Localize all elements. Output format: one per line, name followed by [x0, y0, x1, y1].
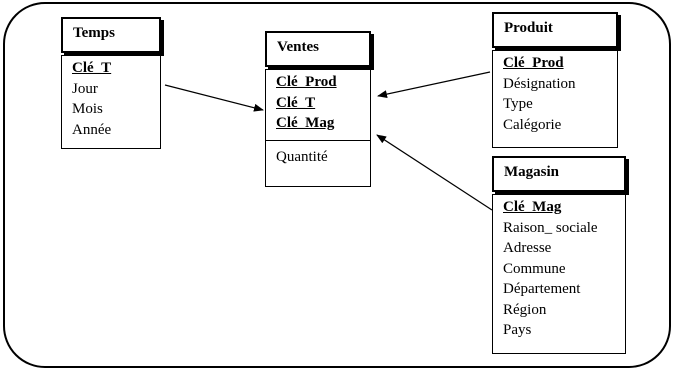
temps-attr: Mois: [72, 101, 103, 117]
ventes-key: Clé_T: [276, 94, 316, 111]
entity-produit-title: Produit: [492, 12, 618, 48]
magasin-attr: Département: [503, 281, 581, 297]
produit-attr: Type: [503, 96, 533, 112]
produit-attr: Calégorie: [503, 116, 562, 133]
magasin-attr: Adresse: [503, 240, 552, 256]
temps-attr: Jour: [72, 80, 98, 97]
relation-temps-ventes: [165, 85, 263, 110]
produit-key: Clé_Prod: [503, 55, 564, 71]
magasin-attr: Commune: [503, 260, 566, 277]
magasin-attr: Raison_ sociale: [503, 219, 598, 236]
produit-attr: Désignation: [503, 75, 576, 92]
relation-produit-ventes: [378, 72, 490, 96]
temps-key: Clé_T: [72, 60, 112, 76]
magasin-attr: Région: [503, 301, 547, 318]
entity-temps-title: Temps: [61, 17, 161, 53]
magasin-attr: Pays: [503, 322, 532, 338]
ventes-key: Clé_Prod: [276, 74, 337, 90]
entity-ventes-title: Ventes: [265, 31, 371, 67]
relation-magasin-ventes: [377, 135, 492, 210]
temps-attr: Année: [72, 121, 112, 138]
entity-magasin-title: Magasin: [492, 156, 626, 192]
ventes-attr: Quantité: [266, 140, 370, 168]
ventes-key: Clé_Mag: [276, 115, 335, 131]
magasin-key: Clé_Mag: [503, 199, 562, 215]
